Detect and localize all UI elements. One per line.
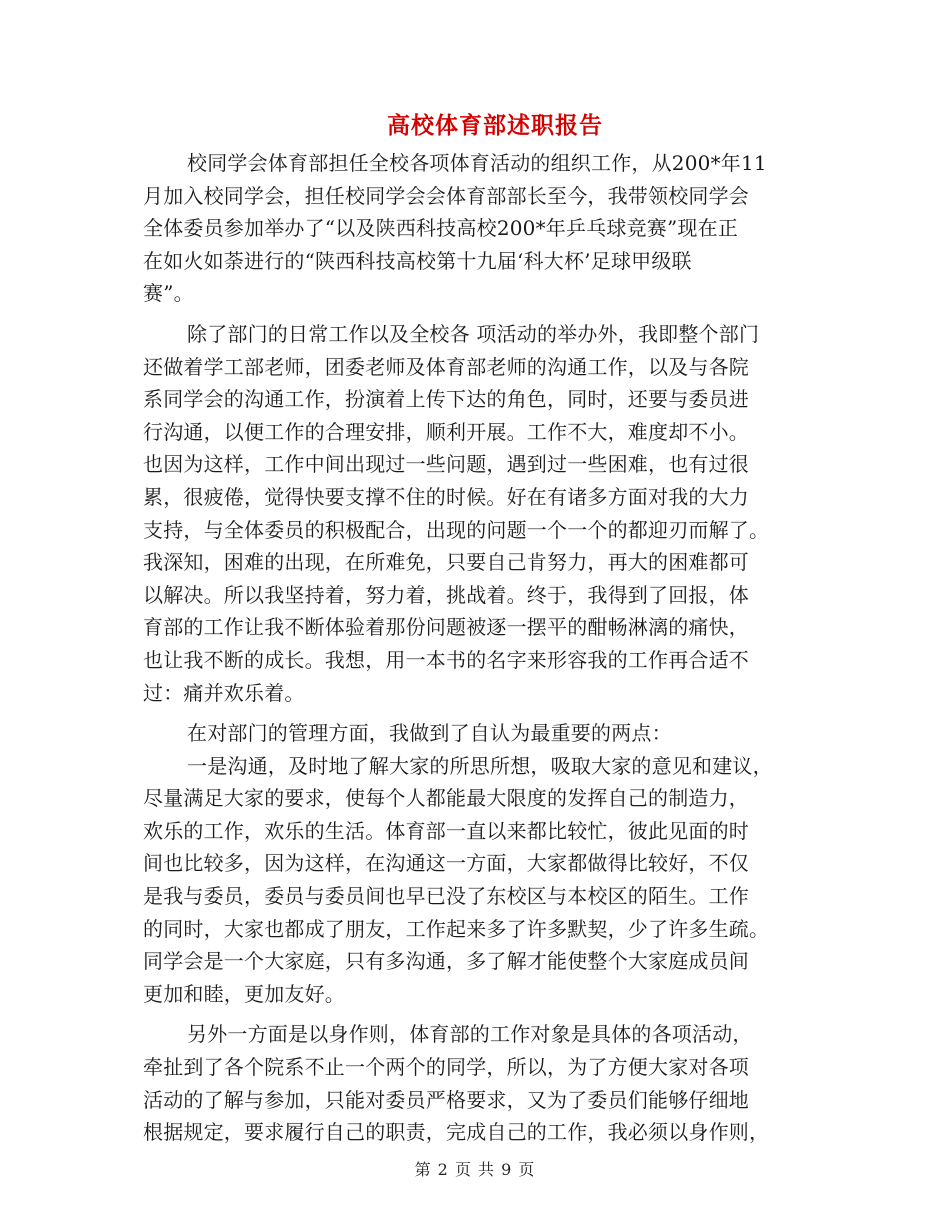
text-line: 累，很疲倦，觉得快要支撑不住的时候。好在有诸多方面对我的大力: [143, 484, 749, 509]
text-line: 也让我不断的成长。我想，用一本书的名字来形容我的工作再合适不: [143, 647, 749, 672]
text-line: 以解决。所以我坚持着，努力着，挑战着。终于，我得到了回报，体: [143, 582, 749, 607]
document-body: [143, 147, 810, 1149]
text-line: 根据规定，要求履行自己的职责，完成自己的工作，我必须以身作则，: [143, 1120, 770, 1145]
text-line: 我深知，困难的出现，在所难免，只要自己肯努力，再大的困难都可: [143, 550, 749, 575]
text-line: 活动的了解与参加，只能对委员严格要求，又为了委员们能够仔细地: [143, 1087, 749, 1112]
text-line: 牵扯到了各个院系不止一个两个的同学，所以，为了方便大家对各项: [143, 1055, 749, 1080]
text-line: 校同学会体育部担任全校各项体育活动的组织工作，从200*年11: [187, 151, 767, 175]
text-line: 间也比较多，因为这样，在沟通这一方面，大家都做得比较好，不仅: [143, 851, 749, 876]
text-line: 系同学会的沟通工作，扮演着上传下达的角色，同时，还要与委员进: [143, 387, 749, 412]
document-title: 高校体育部述职报告: [387, 113, 603, 139]
text-line: 行沟通，以便工作的合理安排，顺利开展。工作不大，难度却不小。: [143, 419, 749, 444]
page-number-footer: 第 2 页 共 9 页: [414, 1160, 536, 1179]
text-line: 尽量满足大家的要求，使每个人都能最大限度的发挥自己的制造力，: [143, 786, 749, 811]
text-line: 更加和睦，更加友好。: [143, 981, 345, 1006]
text-line: 也因为这样，工作中间出现过一些问题，遇到过一些困难，也有过很: [143, 452, 749, 477]
text-line: 是我与委员，委员与委员间也早已没了东校区与本校区的陌生。工作: [143, 884, 749, 909]
text-line: 在对部门的管理方面，我做到了自认为最重要的两点：: [187, 721, 672, 746]
text-line: 支持，与全体委员的积极配合，出现的问题一个一个的都迎刃而解了。: [143, 517, 770, 542]
text-line: 除了部门的日常工作以及全校各 项活动的举办外，我即整个部门: [187, 321, 760, 346]
text-line: 过：痛并欢乐着。: [143, 680, 305, 705]
text-line: 的同时，大家也都成了朋友，工作起来多了许多默契，少了许多生疏。: [143, 916, 770, 941]
text-line: 赛”。: [143, 281, 194, 306]
text-line: 同学会是一个大家庭，只有多沟通，多了解才能使整个大家庭成员间: [143, 949, 749, 974]
text-line: 另外一方面是以身作则，体育部的工作对象是具体的各项活动，: [187, 1022, 753, 1047]
text-line: 育部的工作让我不断体验着那份问题被逐一摆平的酣畅淋漓的痛快，: [143, 615, 749, 640]
text-line: 全体委员参加举办了“以及陕西科技高校200*年乒乓球竞赛”现在正: [143, 216, 739, 241]
text-line: 欢乐的工作，欢乐的生活。体育部一直以来都比较忙，彼此见面的时: [143, 818, 749, 843]
text-line: 还做着学工部老师，团委老师及体育部老师的沟通工作，以及与各院: [143, 354, 749, 379]
text-line: 一是沟通，及时地了解大家的所思所想，吸取大家的意见和建议，: [187, 753, 773, 778]
text-line: 在如火如荼进行的“陕西科技高校第十九届‘科大杯’足球甲级联: [143, 248, 692, 273]
text-line: 月加入校同学会，担任校同学会会体育部部长至今，我带领校同学会: [143, 183, 749, 208]
